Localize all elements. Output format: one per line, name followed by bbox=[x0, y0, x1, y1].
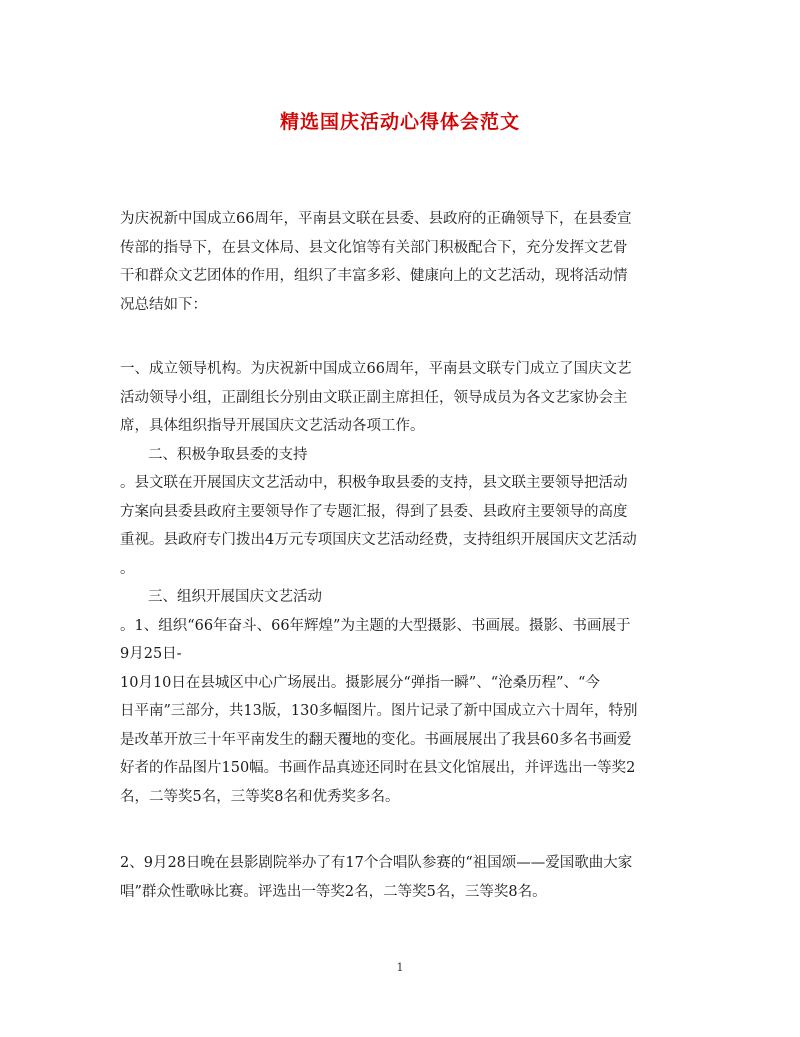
section-3-heading: 三、组织开展国庆文艺活动 bbox=[148, 589, 322, 605]
section-2-heading: 二、积极争取县委的支持 bbox=[148, 446, 308, 463]
item-2-paragraph bbox=[120, 849, 680, 906]
page-number: 1 bbox=[396, 961, 404, 974]
text-line: 名，二等奖5名，三等奖8名和优秀奖多名。 bbox=[120, 788, 400, 805]
text-line: 好者的作品图片150幅。书画作品真迹还同时在县文化馆展出，并评选出一等奖2 bbox=[120, 760, 636, 776]
text-line: 2、9月28日晚在县影剧院举办了有17个合唱队参赛的“祖国颂——爱国歌曲大家 bbox=[120, 855, 633, 871]
document-title: 精选国庆活动心得体会范文 bbox=[279, 111, 520, 133]
text-line: 。县文联在开展国庆文艺活动中，积极争取县委的支持，县文联主要领导把活动 bbox=[120, 475, 628, 491]
text-line: 重视。县政府专门拨出4万元专项国庆文艺活动经费，支持组织开展国庆文艺活动 bbox=[120, 532, 637, 548]
text-line: 是改革开放三十年平南发生的翻天覆地的变化。书画展展出了我县60多名书画爱 bbox=[120, 731, 632, 748]
text-line: 活动领导小组，正副组长分别由文联正副主席担任，领导成员为各文艺家协会主 bbox=[120, 389, 628, 406]
text-line: 9月25日- bbox=[120, 646, 182, 662]
text-line: 况总结如下： bbox=[120, 296, 207, 313]
intro-paragraph bbox=[120, 205, 680, 319]
section-1-paragraph bbox=[120, 355, 680, 811]
text-line: 传部的指导下，在县文体局、县文化馆等有关部门积极配合下，充分发挥文艺骨 bbox=[120, 239, 628, 256]
text-line: 唱”群众性歌咏比赛。评选出一等奖2名，二等奖5名，三等奖8名。 bbox=[120, 883, 547, 900]
text-line: 方案向县委县政府主要领导作了专题汇报，得到了县委、县政府主要领导的高度 bbox=[120, 503, 628, 520]
text-line: 日平南”三部分，共13版，130多幅图片。图片记录了新中国成立六十周年，特别 bbox=[120, 703, 638, 719]
text-line: 。1、组织“66年奋斗、66年辉煌”为主题的大型摄影、书画展。摄影、书画展于 bbox=[120, 617, 631, 634]
text-line: 一、成立领导机构。为庆祝新中国成立66周年，平南县文联专门成立了国庆文艺 bbox=[120, 361, 632, 377]
text-line: 。 bbox=[120, 560, 135, 577]
text-line: 席，具体组织指导开展国庆文艺活动各项工作。 bbox=[120, 418, 425, 434]
text-line: 为庆祝新中国成立66周年，平南县文联在县委、县政府的正确领导下，在县委宣 bbox=[120, 211, 632, 227]
text-line: 10月10日在县城区中心广场展出。摄影展分“弹指一瞬”、“沧桑历程”、“今 bbox=[120, 674, 600, 691]
text-line: 干和群众文艺团体的作用，组织了丰富多彩、健康向上的文艺活动，现将活动情 bbox=[120, 268, 628, 284]
